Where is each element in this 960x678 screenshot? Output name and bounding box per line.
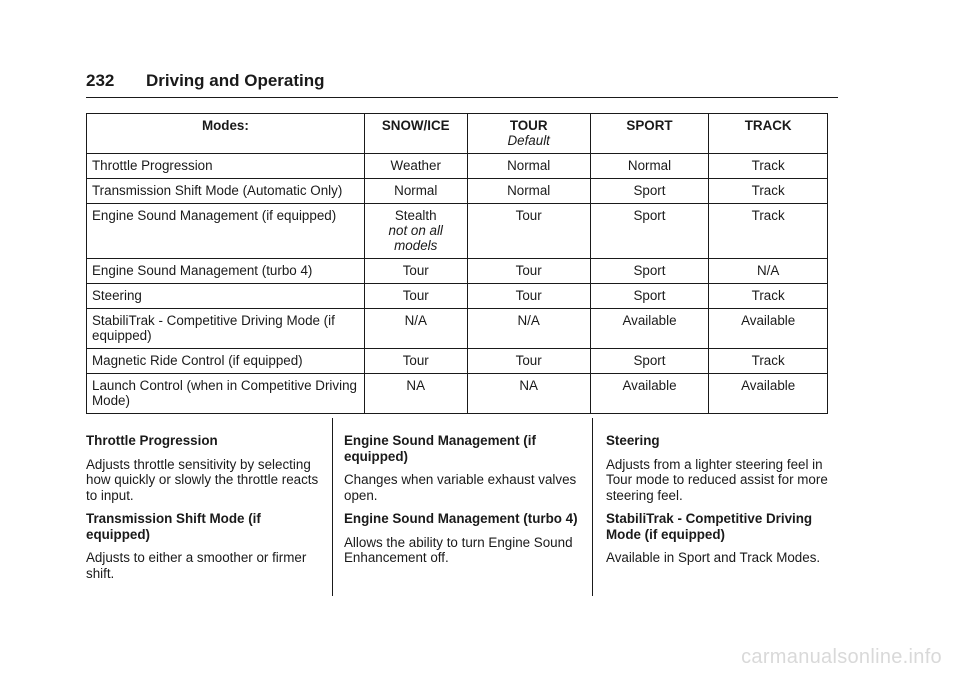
table-cell: Track: [709, 154, 828, 179]
section-title: Driving and Operating: [146, 71, 325, 90]
table-header-row: [87, 114, 828, 154]
table-cell: N/A: [709, 259, 828, 284]
column-header-track: TRACK: [709, 114, 828, 154]
row-label: Engine Sound Management (turbo 4): [87, 259, 365, 284]
table-cell: Available: [590, 309, 709, 349]
row-label: Launch Control (when in Competitive Driving Mode): [87, 374, 365, 414]
table-cell: Normal: [590, 154, 709, 179]
drive-modes-table: [86, 113, 828, 414]
table-cell: Normal: [364, 179, 467, 204]
column-header-snow-ice: SNOW/ICE: [364, 114, 467, 154]
table-row: [87, 204, 828, 259]
table-cell: Track: [709, 349, 828, 374]
table-row: [87, 349, 828, 374]
watermark: carmanualsonline.info: [741, 646, 942, 668]
header-rule: [86, 97, 838, 98]
row-label: StabiliTrak - Competitive Driving Mode (if equipped): [87, 309, 365, 349]
section-body: Adjusts from a lighter steering feel in Tour mode to reduced assist for more steering feel.: [606, 456, 828, 503]
text-column-3: [606, 433, 846, 574]
table-cell: Tour: [467, 204, 590, 259]
page-number: 232: [86, 71, 115, 90]
table-cell: Tour: [467, 349, 590, 374]
table-cell: Weather: [364, 154, 467, 179]
column-divider: [592, 418, 593, 596]
table-cell: Track: [709, 204, 828, 259]
table-cell: Available: [709, 374, 828, 414]
section-body: Available in Sport and Track Modes.: [606, 550, 821, 565]
table-cell: Normal: [467, 154, 590, 179]
table-cell: Sport: [590, 179, 709, 204]
stealth-note: not on all models: [388, 223, 443, 253]
table-cell: Sport: [590, 204, 709, 259]
table-cell: Tour: [364, 284, 467, 309]
section-heading: Throttle Progression: [86, 433, 218, 448]
table-cell: Available: [709, 309, 828, 349]
section-body: Allows the ability to turn Engine Sound Enhancement off.: [344, 534, 573, 565]
row-label: Steering: [87, 284, 365, 309]
table-cell: N/A: [467, 309, 590, 349]
table-cell: Tour: [364, 259, 467, 284]
table-row: [87, 179, 828, 204]
table-row: [87, 154, 828, 179]
table-cell: Tour: [364, 349, 467, 374]
table-cell: Normal: [467, 179, 590, 204]
section-heading: Transmission Shift Mode (if equipped): [86, 511, 261, 542]
table-row: [87, 259, 828, 284]
table-cell: N/A: [364, 309, 467, 349]
table-cell: NA: [364, 374, 467, 414]
row-label: Throttle Progression: [87, 154, 365, 179]
column-header-tour: TOUR Default: [467, 114, 590, 154]
section-body: Adjusts to either a smoother or firmer shift.: [86, 550, 307, 581]
table-cell: Sport: [590, 259, 709, 284]
section-heading: Engine Sound Management (turbo 4): [344, 511, 578, 526]
section-body: Changes when variable exhaust valves open.: [344, 472, 577, 503]
table-cell: Sport: [590, 284, 709, 309]
table-cell: NA: [467, 374, 590, 414]
table-cell: Tour: [467, 259, 590, 284]
table-cell: Stealth not on all models: [364, 204, 467, 259]
section-heading: Engine Sound Management (if equipped): [344, 433, 536, 464]
table-row: [87, 284, 828, 309]
text-column-1: [86, 433, 326, 589]
table-cell: Track: [709, 284, 828, 309]
table-row: [87, 309, 828, 349]
column-header-sport: SPORT: [590, 114, 709, 154]
column-divider: [332, 418, 333, 596]
section-heading: StabiliTrak - Competitive Driving Mode (if equipped): [606, 511, 813, 542]
row-label: Engine Sound Management (if equipped): [87, 204, 365, 259]
section-heading: Steering: [606, 433, 660, 448]
row-label: Transmission Shift Mode (Automatic Only): [87, 179, 365, 204]
table-cell: Available: [590, 374, 709, 414]
table-row: [87, 374, 828, 414]
table-cell: Tour: [467, 284, 590, 309]
default-note: Default: [507, 133, 550, 148]
text-column-2: [344, 433, 584, 574]
column-header-modes: Modes:: [87, 114, 365, 154]
row-label: Magnetic Ride Control (if equipped): [87, 349, 365, 374]
section-body: Adjusts throttle sensitivity by selecting how quickly or slowly the throttle reacts to input.: [86, 456, 319, 503]
table-cell: Track: [709, 179, 828, 204]
table-cell: Sport: [590, 349, 709, 374]
